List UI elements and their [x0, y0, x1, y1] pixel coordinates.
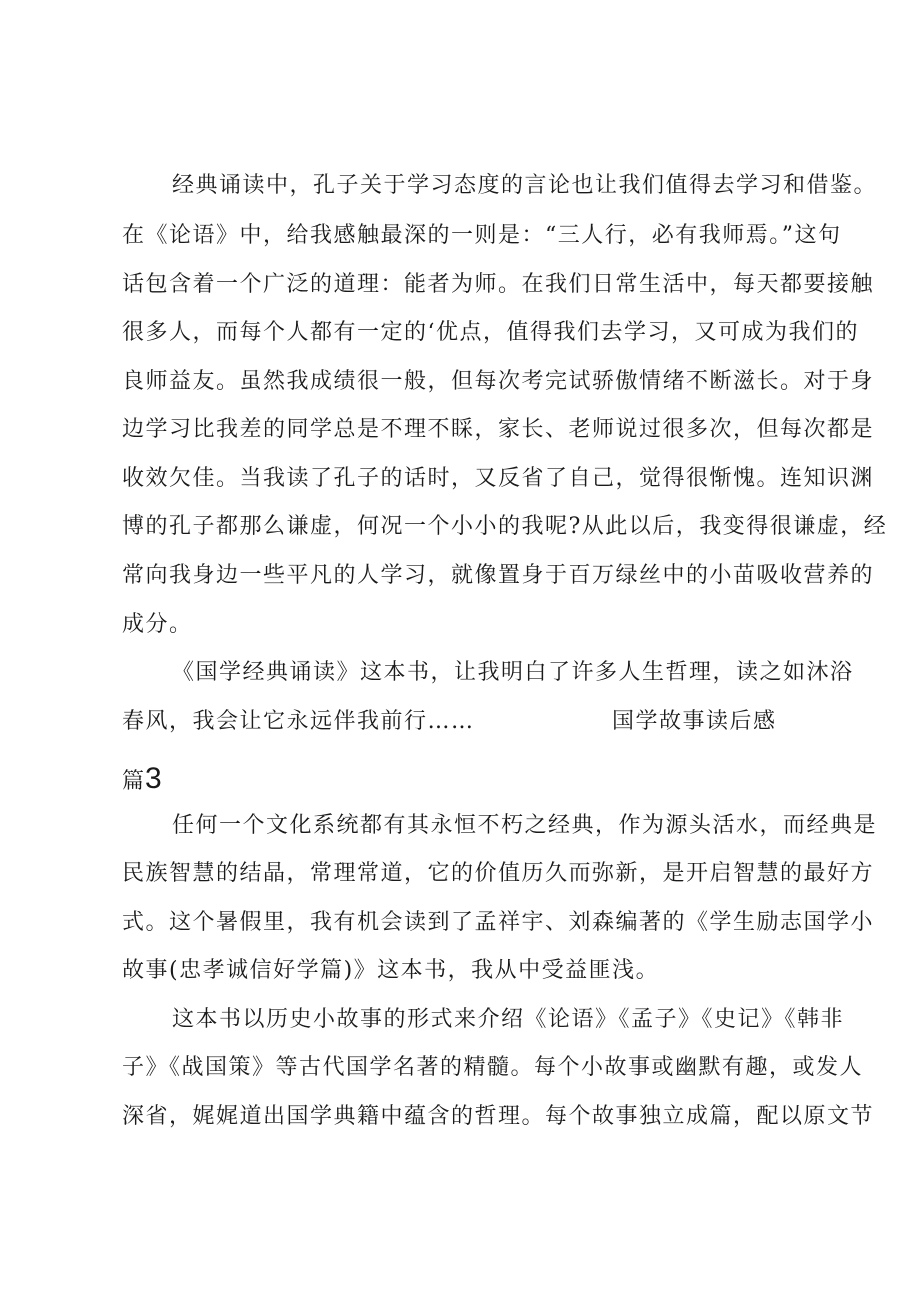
- paragraph-line: 博的孔子都那么谦虚，何况一个小小的我呢?从此以后，我变得很谦虚，经: [122, 514, 888, 539]
- paragraph-line: 常向我身边一些平凡的人学习，就像置身于百万绿丝中的小苗吸收营养的: [122, 563, 875, 588]
- section-label: 篇: [122, 769, 146, 794]
- paragraph-line: 成分。: [122, 612, 193, 637]
- paragraph-line: 任何一个文化系统都有其永恒不朽之经典，作为源头活水，而经典是: [172, 813, 878, 838]
- paragraph-line: 话包含着一个广泛的道理：能者为师。在我们日常生活中，每天都要接触: [122, 272, 875, 297]
- paragraph-line: 在《论语》中，给我感触最深的一则是：“三人行，必有我师焉。”这句: [122, 223, 842, 248]
- paragraph-line: 《国学经典诵读》这本书，让我明白了许多人生哲理，读之如沐浴: [172, 660, 854, 685]
- section-heading: [122, 762, 162, 800]
- paragraph-line: 边学习比我差的同学总是不理不睬，家长、老师说过很多次，但每次都是: [122, 417, 875, 442]
- paragraph-line: 式。这个暑假里，我有机会读到了孟祥宇、刘森编著的《学生励志国学小: [122, 910, 875, 935]
- paragraph-line: 良师益友。虽然我成绩很一般，但每次考完试骄傲情绪不断滋长。对于身: [122, 369, 875, 394]
- paragraph-line: 深省，娓娓道出国学典籍中蕴含的哲理。每个故事独立成篇，配以原文节: [122, 1104, 875, 1129]
- paragraph-line: 收效欠佳。当我读了孔子的话时，又反省了自己，觉得很惭愧。连知识渊: [122, 466, 875, 491]
- section-number: 3: [145, 762, 162, 795]
- paragraph-line: 经典诵读中，孔子关于学习态度的言论也让我们值得去学习和借鉴。: [172, 173, 878, 198]
- paragraph-line: 春风，我会让它永远伴我前行……: [122, 709, 475, 734]
- paragraph-line: 这本书以历史小故事的形式来介绍《论语》《孟子》《史记》《韩非: [172, 1007, 845, 1032]
- paragraph-line: 故事(忠孝诚信好学篇)》这本书，我从中受益匪浅。: [122, 958, 660, 983]
- next-section-title: 国学故事读后感: [612, 709, 777, 734]
- paragraph-line: 子》《战国策》等古代国学名著的精髓。每个小故事或幽默有趣，或发人: [122, 1055, 864, 1080]
- paragraph-line: 很多人，而每个人都有一定的‘优点，值得我们去学习，又可成为我们的: [122, 320, 859, 345]
- paragraph-line: 民族智慧的结晶，常理常道，它的价值历久而弥新，是开启智慧的最好方: [122, 861, 875, 886]
